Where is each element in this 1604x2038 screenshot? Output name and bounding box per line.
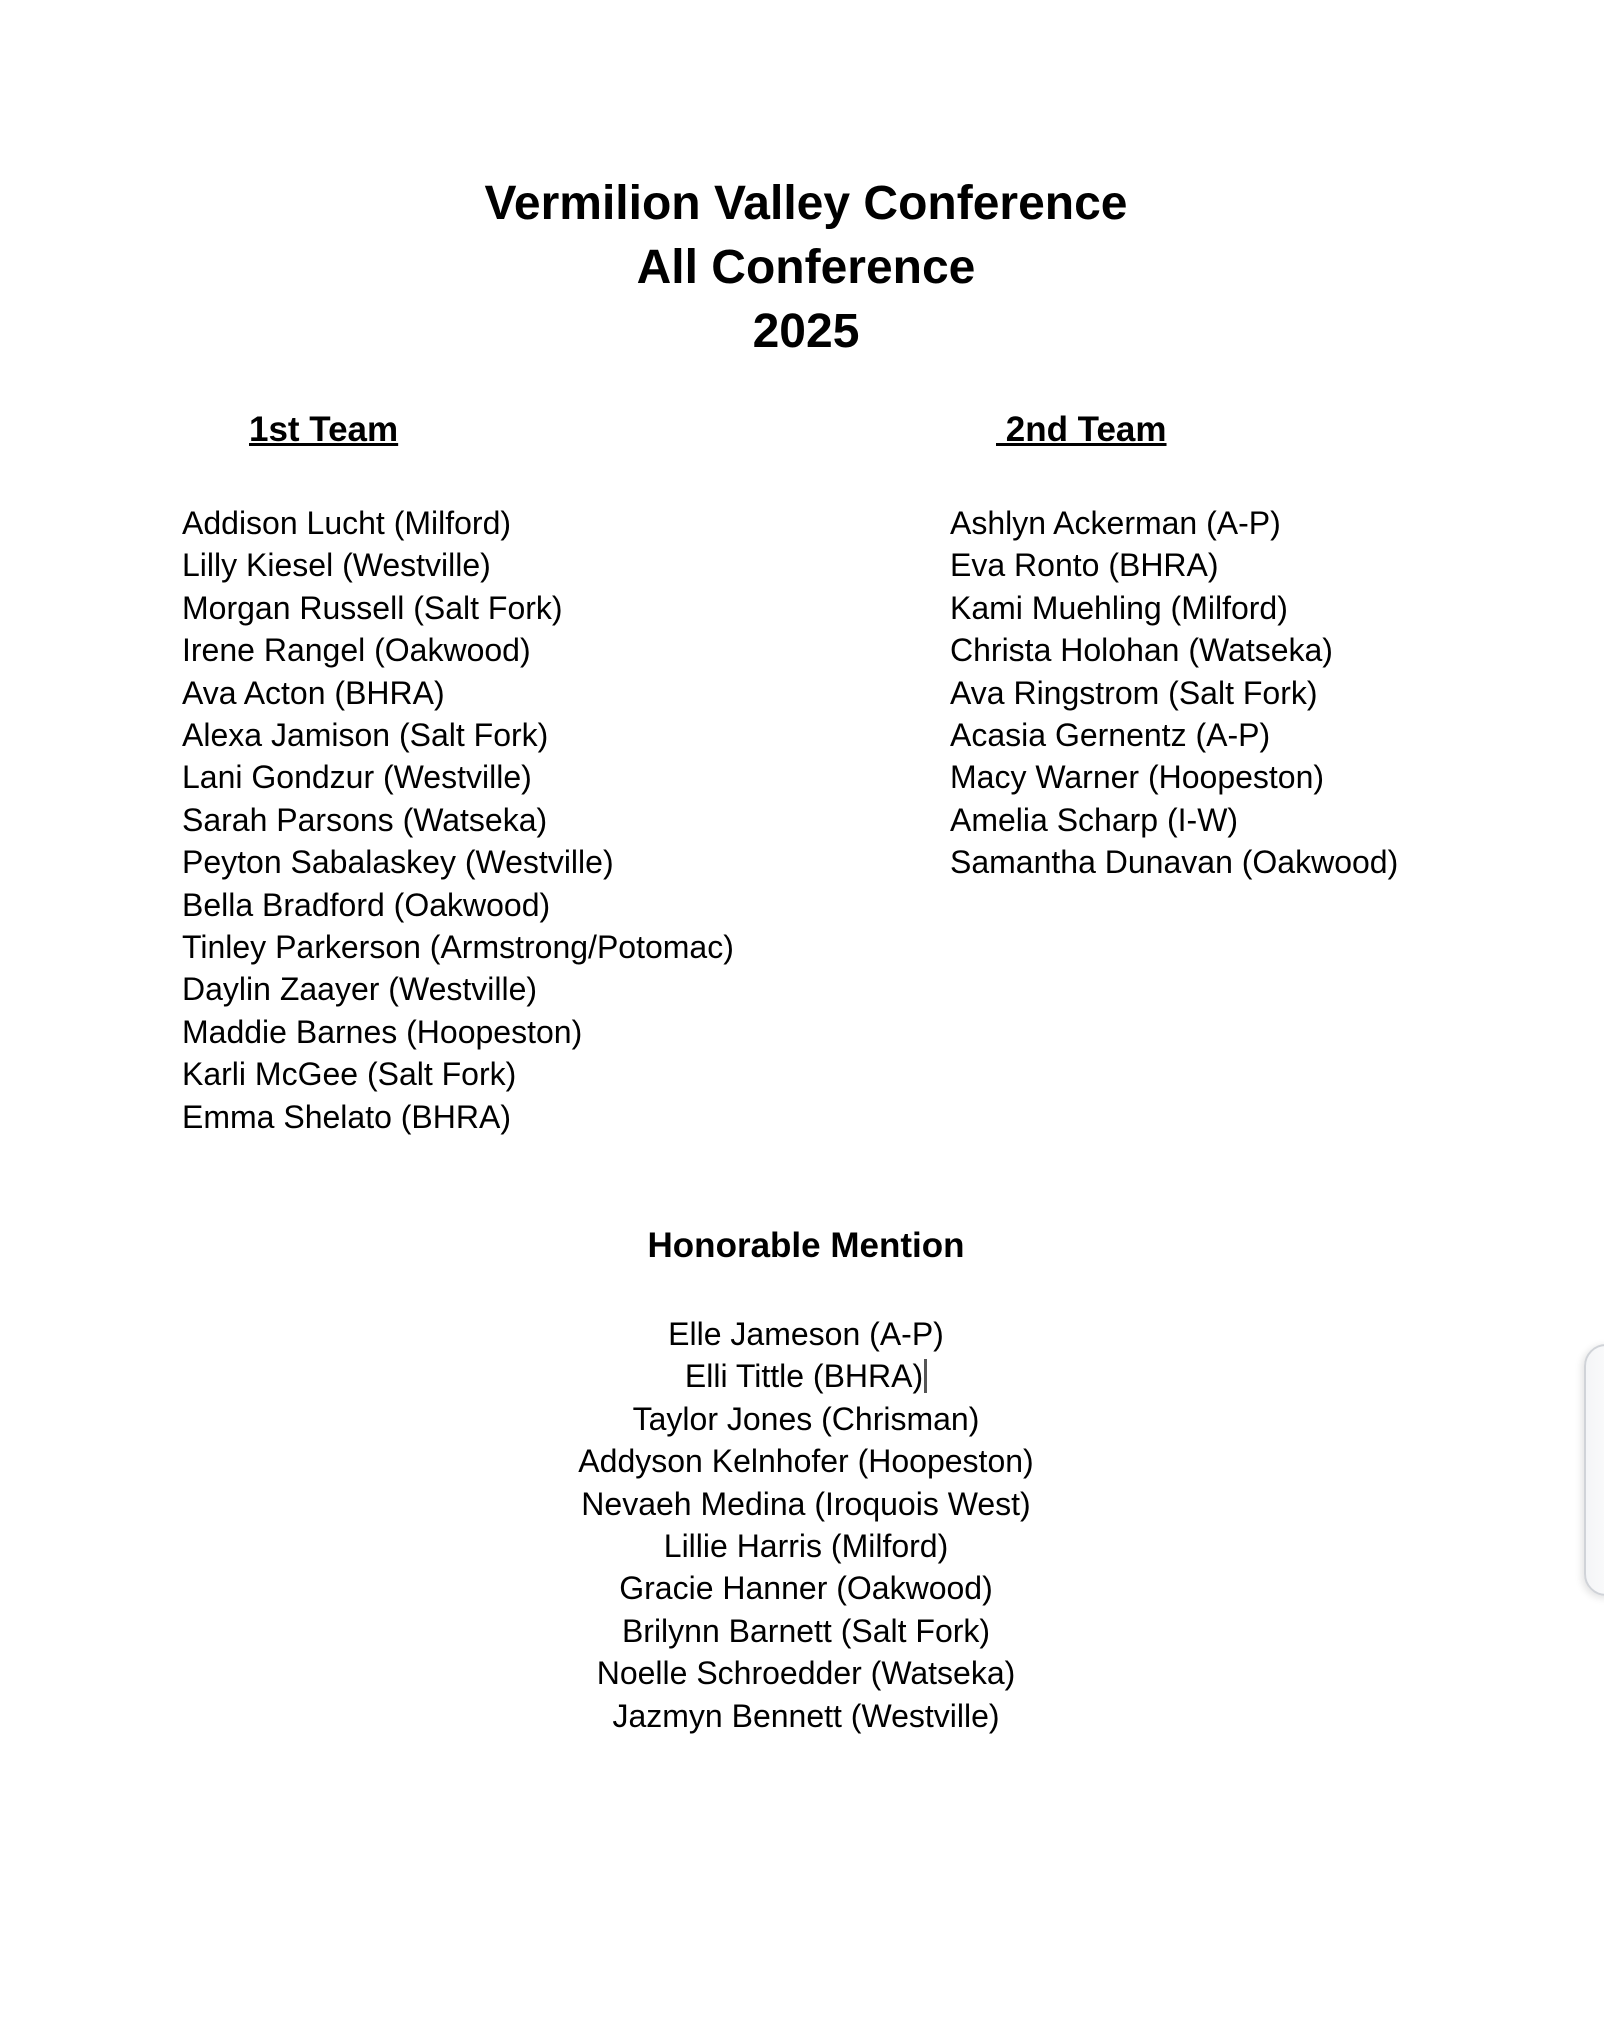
list-item: Jazmyn Bennett (Westville) (612, 1697, 1000, 1734)
side-panel-handle[interactable] (1584, 1344, 1604, 1596)
list-item: Maddie Barnes (Hoopeston) (182, 1013, 583, 1050)
list-item: Kami Muehling (Milford) (950, 589, 1288, 626)
first-team-list (182, 502, 734, 1138)
first-team-heading: 1st Team (249, 410, 399, 449)
title-line-all-conference: All Conference (636, 241, 976, 294)
list-item: Addyson Kelnhofer (Hoopeston) (578, 1443, 1034, 1480)
list-item: Christa Holohan (Watseka) (950, 632, 1333, 669)
list-item: Bella Bradford (Oakwood) (182, 886, 551, 923)
list-item: Addison Lucht (Milford) (182, 505, 512, 541)
list-item: Peyton Sabalaskey (Westville) (182, 844, 614, 881)
list-item-text: Elli Tittle (BHRA) (684, 1358, 924, 1395)
document-title (0, 172, 1604, 364)
honorable-mention-list (0, 1313, 1604, 1737)
list-item: Samantha Dunavan (Oakwood) (950, 844, 1399, 881)
list-item: Macy Warner (Hoopeston) (950, 759, 1325, 796)
list-item: Brilynn Barnett (Salt Fork) (621, 1612, 991, 1649)
list-item: Elle Jameson (A-P) (668, 1316, 944, 1352)
list-item: Daylin Zaayer (Westville) (182, 971, 538, 1008)
list-item: Acasia Gernentz (A-P) (950, 717, 1271, 754)
list-item: Lilly Kiesel (Westville) (182, 547, 491, 584)
list-item: Tinley Parkerson (Armstrong/Potomac) (182, 929, 734, 966)
list-item: Lani Gondzur (Westville) (182, 759, 532, 796)
list-item: Lillie Harris (Milford) (663, 1528, 949, 1565)
second-team-list (950, 502, 1398, 884)
list-item: Morgan Russell (Salt Fork) (182, 589, 563, 626)
list-item: Sarah Parsons (Watseka) (182, 801, 548, 838)
list-item: Ava Acton (BHRA) (182, 674, 445, 711)
list-item: Irene Rangel (Oakwood) (182, 632, 531, 669)
list-item: Eva Ronto (BHRA) (950, 547, 1219, 584)
list-item: Alexa Jamison (Salt Fork) (182, 717, 549, 754)
title-line-conference: Vermilion Valley Conference (484, 177, 1128, 230)
list-item: Ashlyn Ackerman (A-P) (950, 505, 1281, 541)
text-cursor (924, 1359, 927, 1393)
list-item: Ava Ringstrom (Salt Fork) (950, 674, 1318, 711)
list-item[interactable] (0, 1355, 1604, 1397)
list-item: Karli McGee (Salt Fork) (182, 1056, 517, 1093)
list-item: Noelle Schroedder (Watseka) (596, 1655, 1016, 1692)
list-item: Taylor Jones (Chrisman) (632, 1400, 980, 1437)
list-item: Emma Shelato (BHRA) (182, 1098, 511, 1135)
second-team-heading: 2nd Team (996, 410, 1167, 449)
honorable-mention-heading: Honorable Mention (647, 1226, 965, 1265)
list-item: Amelia Scharp (I-W) (950, 801, 1239, 838)
title-line-year: 2025 (752, 305, 860, 358)
list-item: Gracie Hanner (Oakwood) (619, 1570, 993, 1607)
list-item: Nevaeh Medina (Iroquois West) (581, 1485, 1031, 1522)
